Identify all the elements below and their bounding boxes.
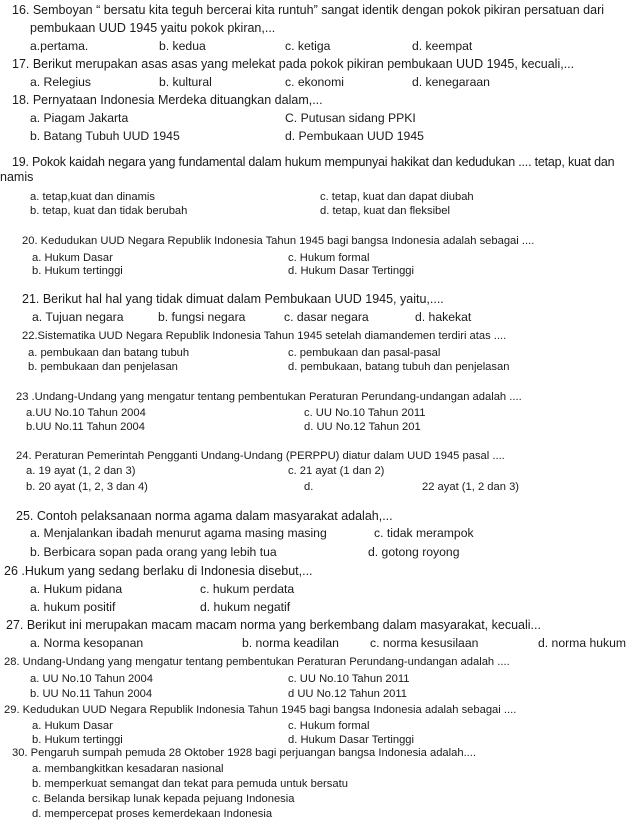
q19-option-d: d. tetap, kuat dan fleksibel [320, 205, 450, 217]
q20-option-a: a. Hukum Dasar [32, 252, 113, 264]
q28-option-b: b. UU No.11 Tahun 2004 [30, 688, 153, 700]
q19-option-a: a. tetap,kuat dan dinamis [30, 191, 156, 203]
q16-stem-line2: pembukaan UUD 1945 yaitu pokok pkiran,... [30, 21, 276, 35]
q18-option-a: a. Piagam Jakarta [30, 111, 129, 125]
q18-option-b: b. Batang Tubuh UUD 1945 [30, 129, 180, 143]
q26-option-c: c. hukum perdata [200, 582, 295, 596]
q23-option-a: a.UU No.10 Tahun 2004 [26, 407, 146, 419]
q26-option-a: a. Hukum pidana [30, 582, 123, 596]
q16-option-b: b. kedua [159, 39, 206, 53]
q16-option-c: c. ketiga [285, 39, 331, 53]
q18-option-c: C. Putusan sidang PPKI [285, 111, 416, 125]
q24-option-b: b. 20 ayat (1, 2, 3 dan 4) [26, 481, 148, 493]
q18-stem: 18. Pernyataan Indonesia Merdeka dituangkan dalam,... [12, 93, 323, 107]
q25-option-c: c. tidak merampok [374, 526, 474, 540]
q25-option-b: b. Berbicara sopan pada orang yang lebih tua [30, 545, 277, 559]
q21-option-b: b. fungsi negara [158, 310, 246, 324]
q26-stem: 26 .Hukum yang sedang berlaku di Indonesia disebut,... [4, 564, 313, 578]
q17-option-c: c. ekonomi [285, 75, 344, 89]
q17-option-d: d. kenegaraan [412, 75, 490, 89]
q22-option-c: c. pembukaan dan pasal-pasal [288, 347, 441, 359]
q23-option-d: d. UU No.12 Tahun 201 [304, 421, 421, 433]
q22-option-b: b. pembukaan dan penjelasan [28, 361, 178, 373]
q17-stem: 17. Berikut merupakan asas asas yang melekat pada pokok pikiran pembukaan UUD 1945, kecuali,... [12, 57, 575, 71]
q22-option-a: a. pembukaan dan batang tubuh [28, 347, 190, 359]
q17-option-b: b. kultural [159, 75, 212, 89]
q16-option-d: d. keempat [412, 39, 473, 53]
q27-option-b: b. norma keadilan [242, 636, 339, 650]
q24-stem: 24. Peraturan Pemerintah Pengganti Undang-Undang (PERPPU) diatur dalam UUD 1945 pasal .... [16, 450, 505, 462]
q16-stem-line1: 16. Semboyan “ bersatu kita teguh bercerai kita runtuh” sangat identik dengan pokok pikiran persatuan dari [12, 3, 605, 17]
q28-stem: 28. Undang-Undang yang mengatur tentang pembentukan Peraturan Perundang-undangan adalah .... [4, 656, 510, 668]
q24-option-a: a. 19 ayat (1, 2 dan 3) [26, 465, 136, 477]
q26-option-a2: a. hukum positif [30, 600, 116, 614]
q20-option-d: d. Hukum Dasar Tertinggi [288, 265, 415, 277]
q27-option-c: c. norma kesusilaan [370, 636, 479, 650]
q27-option-d: d. norma hukum [538, 636, 627, 650]
q30-option-a: a. membangkitkan kesadaran nasional [32, 763, 224, 775]
q21-option-c: c. dasar negara [284, 310, 369, 324]
q28-option-d: d UU No.12 Tahun 2011 [288, 688, 408, 700]
q27-option-a: a. Norma kesopanan [30, 636, 144, 650]
q25-stem: 25. Contoh pelaksanaan norma agama dalam masyarakat adalah,... [16, 509, 393, 523]
q22-stem: 22.Sistematika UUD Negara Republik Indonesia Tahun 1945 setelah diamandemen terdiri atas .... [22, 330, 507, 342]
q20-option-c: c. Hukum formal [288, 252, 370, 264]
q29-stem: 29. Kedudukan UUD Negara Republik Indonesia Tahun 1945 bagi bangsa Indonesia adalah sebagai .... [4, 704, 517, 716]
q24-option-d-text: 22 ayat (1, 2 dan 3) [422, 481, 520, 493]
q23-stem: 23 .Undang-Undang yang mengatur tentang pembentukan Peraturan Perundang-undangan adalah .... [16, 391, 522, 403]
q20-stem: 20. Kedudukan UUD Negara Republik Indonesia Tahun 1945 bagi bangsa Indonesia adalah sebagai .... [22, 235, 535, 247]
q21-option-d: d. hakekat [415, 310, 472, 324]
q25-option-a: a. Menjalankan ibadah menurut agama masing masing [30, 526, 327, 540]
q30-option-c: c. Belanda bersikap lunak kepada pejuang Indonesia [32, 793, 295, 805]
q29-option-d: d. Hukum Dasar Tertinggi [288, 734, 415, 746]
q30-stem: 30. Pengaruh sumpah pemuda 28 Oktober 1928 bagi perjuangan bangsa Indonesia adalah.... [12, 747, 477, 759]
q28-option-c: c. UU No.10 Tahun 2011 [288, 673, 410, 685]
q21-option-a: a. Tujuan negara [32, 310, 124, 324]
q26-option-d: d. hukum negatif [200, 600, 291, 614]
q24-option-d-label: d. [304, 481, 314, 493]
q24-option-c: c. 21 ayat (1 dan 2) [288, 465, 385, 477]
q19-option-c: c. tetap, kuat dan dapat diubah [320, 191, 474, 203]
q19-stem-line2: namis [0, 170, 34, 184]
q20-option-b: b. Hukum tertinggi [32, 265, 123, 277]
q16-option-a: a.pertama. [30, 39, 89, 53]
q21-stem: 21. Berikut hal hal yang tidak dimuat dalam Pembukaan UUD 1945, yaitu,.... [22, 292, 444, 306]
q29-option-a: a. Hukum Dasar [32, 720, 113, 732]
q22-option-d: d. pembukaan, batang tubuh dan penjelasan [288, 361, 510, 373]
q23-option-b: b.UU No.11 Tahun 2004 [26, 421, 146, 433]
q19-stem-line1: 19. Pokok kaidah negara yang fundamental dalam hukum mempunyai hakikat dan kedudukan .... tetap, kuat dan [12, 155, 615, 169]
q30-option-b: b. memperkuat semangat dan tekat para pemuda untuk bersatu [32, 778, 348, 790]
q29-option-c: c. Hukum formal [288, 720, 370, 732]
q25-option-d: d. gotong royong [368, 545, 460, 559]
q23-option-c: c. UU No.10 Tahun 2011 [304, 407, 426, 419]
q27-stem: 27. Berikut ini merupakan macam macam norma yang berkembang dalam masyarakat, kecuali... [6, 618, 541, 632]
q29-option-b: b. Hukum tertinggi [32, 734, 123, 746]
q30-option-d: d. mempercepat proses kemerdekaan Indonesia [32, 808, 273, 820]
q28-option-a: a. UU No.10 Tahun 2004 [30, 673, 153, 685]
q18-option-d: d. Pembukaan UUD 1945 [285, 129, 424, 143]
q17-option-a: a. Relegius [30, 75, 91, 89]
q19-option-b: b. tetap, kuat dan tidak berubah [30, 205, 188, 217]
